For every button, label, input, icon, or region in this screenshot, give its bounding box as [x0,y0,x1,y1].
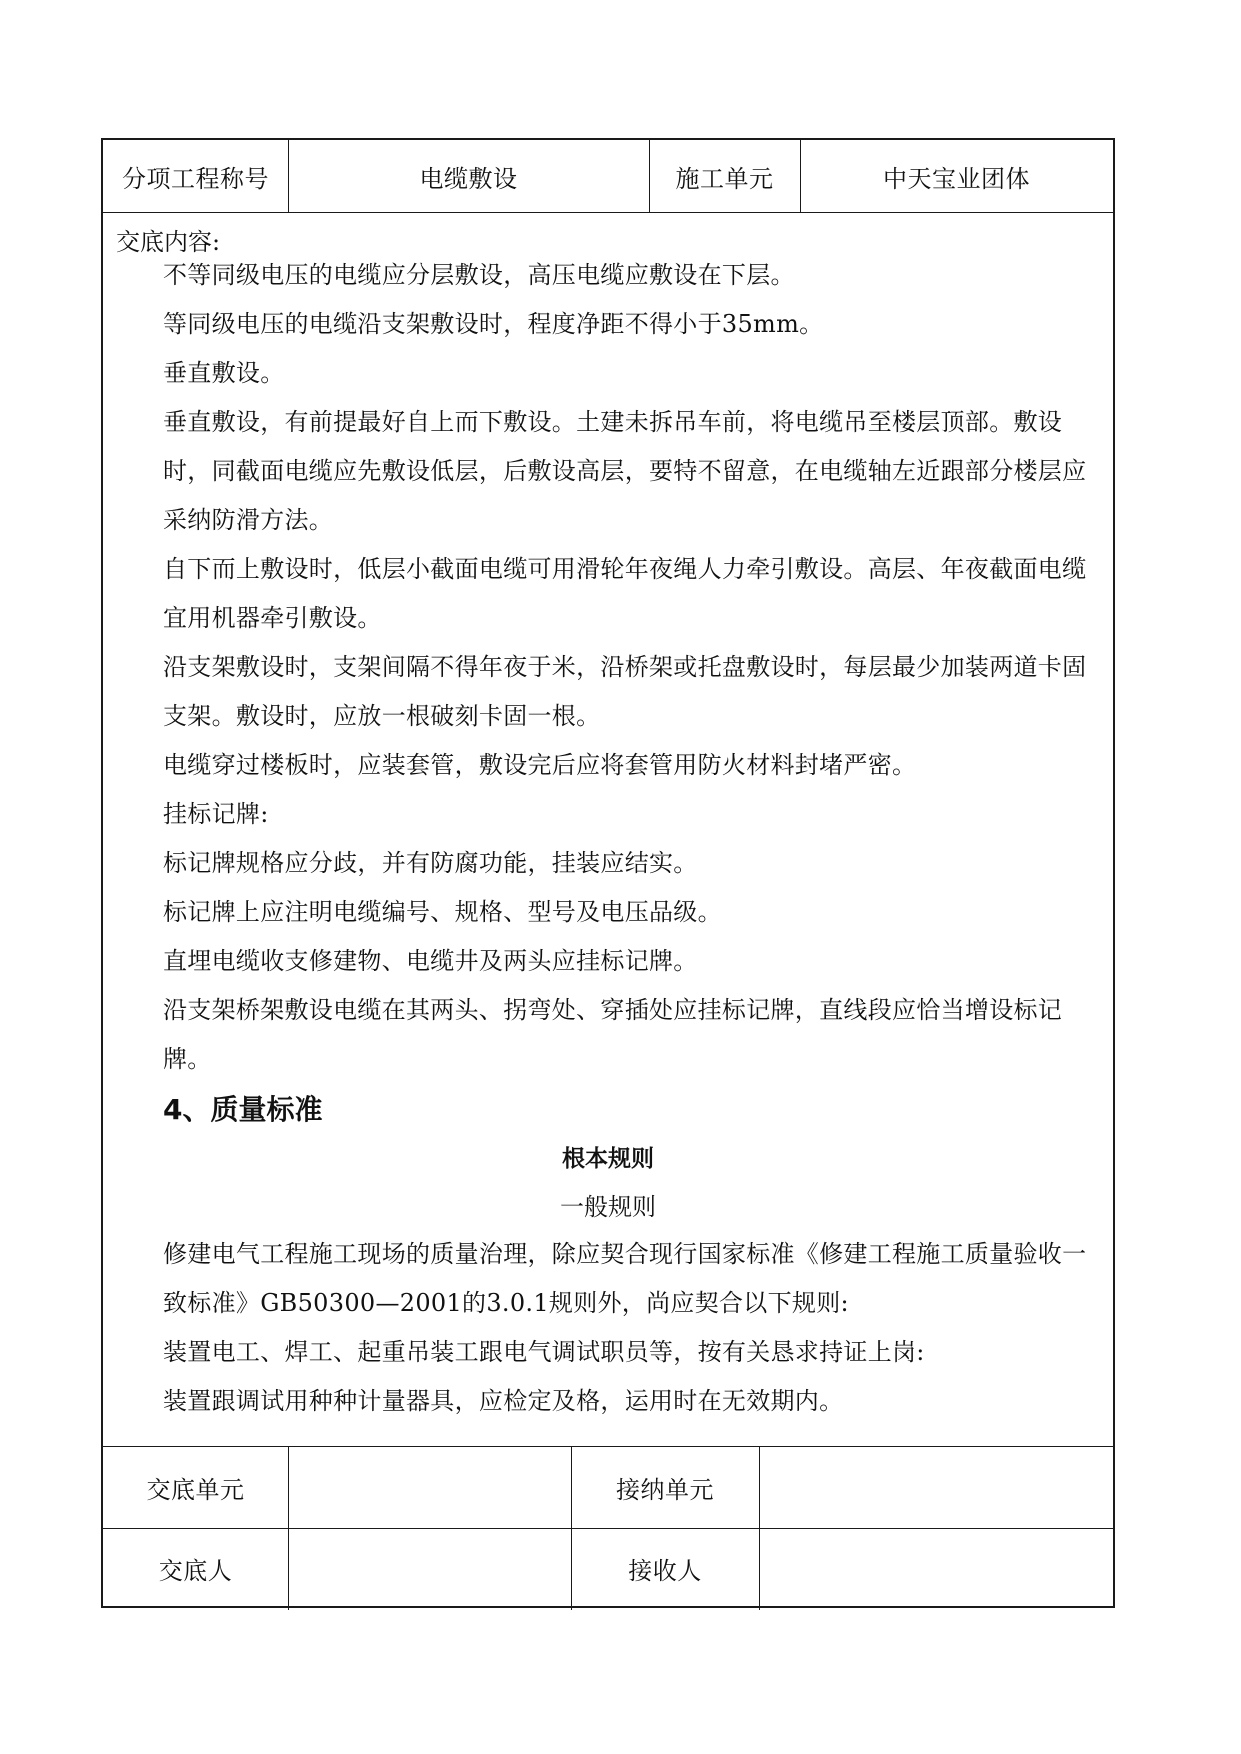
divider [103,212,1113,213]
receiving-unit-label: 接纳单元 [616,1475,714,1504]
paragraph: 自下而上敷设时，低层小截面电缆可用滑轮年夜绳人力牵引敷设。高层、年夜截面电缆宜用机器牵引敷设。 [163,555,1087,632]
handover-person-label: 交底人 [158,1556,233,1585]
handover-content [103,214,1113,1426]
content-label: 交底内容: [116,228,221,256]
paragraph: 垂直敷设。 [163,359,285,387]
construction-unit-value: 中天宝业团体 [883,164,1030,193]
project-name-label: 分项工程称号 [122,164,269,193]
receiver-label: 接收人 [628,1556,702,1585]
paragraph: 标记牌上应注明电缆编号、规格、型号及电压品级。 [163,898,722,926]
paragraph: 电缆穿过楼板时，应装套管，敷设完后应将套管用防火材料封堵严密。 [163,751,917,779]
handover-form [101,138,1115,1608]
paragraph: 直埋电缆收支修建物、电缆井及两头应挂标记牌。 [163,947,698,975]
paragraph: 沿支架敷设时，支架间隔不得年夜于米，沿桥架或托盘敷设时，每层最少加装两道卡固支架。敷设时，应放一根破刻卡固一根。 [163,653,1087,730]
paragraph: 修建电气工程施工现场的质量治理，除应契合现行国家标准《修建工程施工质量验收一致标准》GB50300—2001的3.0.1规则外，尚应契合以下规则: [163,1240,1087,1317]
handover-unit-value [288,1446,571,1528]
paragraph: 不等同级电压的电缆应分层敷设，高压电缆应敷设在下层。 [163,261,795,289]
paragraph: 装置电工、焊工、起重吊装工跟电气调试职员等，按有关恳求持证上岗: [163,1338,925,1366]
subheading-bold: 根本规则 [562,1146,654,1172]
construction-unit-label: 施工单元 [675,164,774,193]
paragraph: 挂标记牌: [163,800,269,828]
paragraph: 装置跟调试用种种计量器具，应检定及格，运用时在无效期内。 [163,1387,844,1415]
paragraph: 沿支架桥架敷设电缆在其两头、拐弯处、穿插处应挂标记牌，直线段应恰当增设标记牌。 [163,996,1063,1073]
project-name-value: 电缆敷设 [419,164,518,193]
handover-unit-label: 交底单元 [146,1475,245,1504]
handover-person-value [288,1528,571,1608]
section-heading: 4、质量标准 [163,1093,323,1126]
receiver-value [759,1528,1113,1608]
paragraph: 垂直敷设，有前提最好自上而下敷设。土建未拆吊车前，将电缆吊至楼层顶部。敷设时，同截面电缆应先敷设低层，后敷设高层，要特不留意，在电缆轴左近跟部分楼层应采纳防滑方法。 [163,408,1087,534]
subheading: 一般规则 [560,1193,656,1221]
paragraph: 等同级电压的电缆沿支架敷设时，程度净距不得小于35mm。 [163,310,824,338]
receiving-unit-value [759,1446,1113,1528]
paragraph: 标记牌规格应分歧，并有防腐功能，挂装应结实。 [163,849,698,877]
